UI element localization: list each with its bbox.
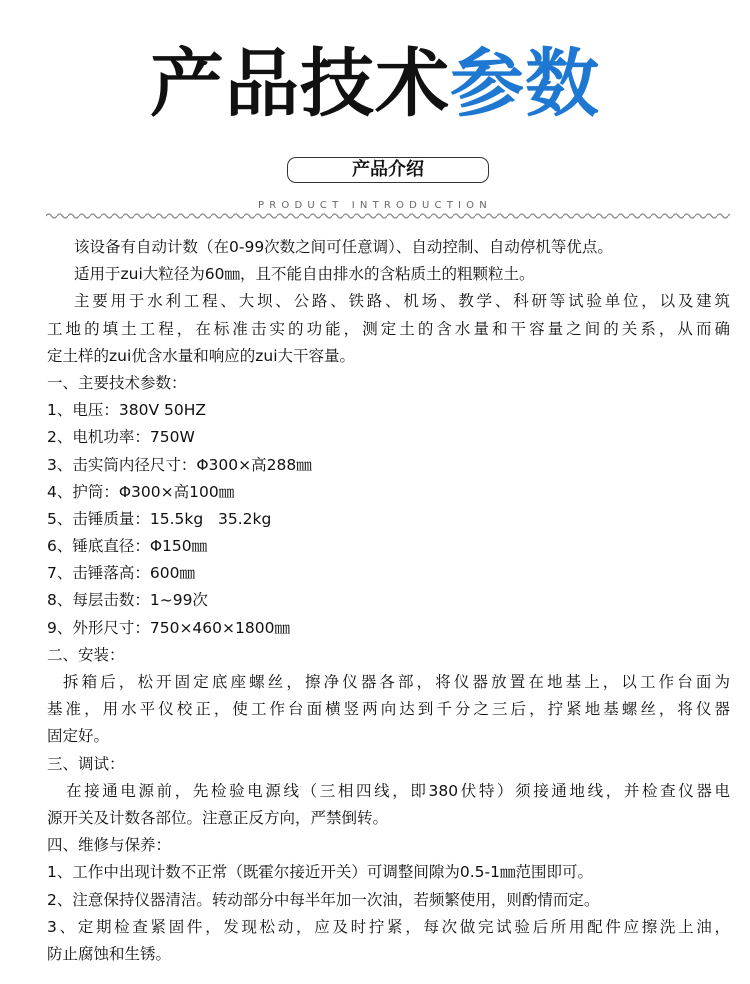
- page-title: [0, 40, 750, 128]
- debug-line-1: 在接通电源前，先检验电源线（三相四线，即380伏特）须接通地线，并检查仪器电: [66, 781, 730, 800]
- maintain-line-4: 防止腐蚀和生锈。: [47, 944, 172, 963]
- param-item: 2、电机功率：750W: [47, 428, 195, 447]
- param-item: 1、电压：380V 50HZ: [47, 401, 206, 420]
- debug-heading: 三、调试：: [47, 754, 125, 773]
- param-item: 3、击实筒内径尺寸：Φ300×高288㎜: [47, 455, 312, 474]
- wave-divider: [46, 211, 730, 221]
- intro-line-2: 适用于zui大粒径为60㎜，且不能自由排水的含粘质土的粗颗粒土。: [74, 265, 535, 284]
- intro-line-4: 工地的填土工程，在标准击实的功能，测定土的含水量和干容量之间的关系，从而确: [47, 319, 730, 338]
- page-title-part2: 参数: [450, 41, 600, 127]
- section-header-label: 产品介绍: [287, 157, 489, 183]
- maintain-line-1: 1、工作中出现计数不正常（既霍尔接近开关）可调整间隙为0.5-1㎜范围即可。: [47, 863, 593, 882]
- install-heading: 二、安装：: [47, 645, 125, 664]
- param-item: 7、击锤落高：600㎜: [47, 564, 195, 583]
- intro-line-3: 主要用于水利工程、大坝、公路、铁路、机场、教学、科研等试验单位，以及建筑: [74, 292, 730, 311]
- debug-line-2: 源开关及计数各部位。注意正反方向，严禁倒转。: [47, 808, 389, 827]
- params-heading: 一、主要技术参数：: [47, 373, 187, 392]
- param-item: 5、击锤质量：15.5kg 35.2kg: [47, 509, 272, 528]
- install-line-1: 拆箱后，松开固定底座螺丝，擦净仪器各部，将仪器放置在地基上，以工作台面为: [63, 673, 730, 691]
- product-description: [0, 234, 750, 968]
- install-line-2: 基准，用水平仪校正，使工作台面横竖两向达到千分之三后，拧紧地基螺丝，将仪器: [47, 700, 730, 719]
- param-item: 8、每层击数：1~99次: [47, 591, 208, 610]
- maintain-line-2: 2、注意保持仪器清洁。转动部分中每半年加一次油，若频繁使用，则酌情而定。: [47, 890, 600, 909]
- param-item: 6、锤底直径：Φ150㎜: [47, 537, 208, 556]
- param-item: 9、外形尺寸：750×460×1800㎜: [47, 618, 290, 637]
- maintain-heading: 四、维修与保养：: [47, 836, 172, 855]
- maintain-line-3: 3、定期检查紧固件，发现松动，应及时拧紧，每次做完试验后所用配件应擦洗上油，: [47, 917, 730, 936]
- param-item: 4、护筒：Φ300×高100㎜: [47, 482, 235, 501]
- install-line-3: 固定好。: [47, 727, 110, 746]
- intro-line-1: 该设备有自动计数（在0-99次数之间可任意调）、自动控制、自动停机等优点。: [74, 238, 613, 256]
- section-subtitle: PRODUCT INTRODUCTION: [258, 200, 492, 211]
- page-title-part1: 产品技术: [150, 41, 450, 127]
- intro-line-5: 定土样的zui优含水量和响应的zui大干容量。: [47, 346, 356, 365]
